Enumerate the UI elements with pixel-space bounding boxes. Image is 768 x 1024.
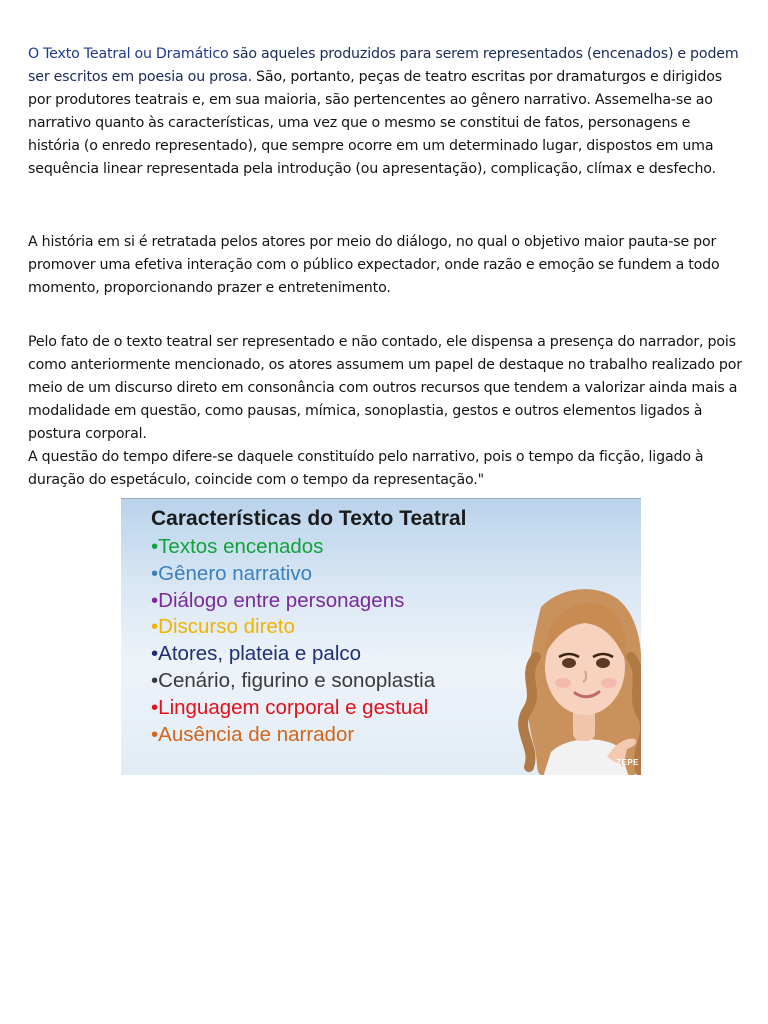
paragraph-1-run-3: . São, portanto, peças de teatro escritas por dramaturgos e dirigidos por produtores teatrais e, em sua maioria, são pertencentes ao gênero narrativo. Assemelha-se ao narrativo quanto às características, uma vez que o mesmo se constitui de fatos, personagens e história (o enredo representado), que sempre ocorre em um determinado lugar, dispostos em uma sequência linear representada pela introdução (ou apresentação), complicação, clímax e desfecho. (28, 69, 723, 177)
infographic-item: •Diálogo entre personagens (151, 588, 405, 612)
characteristics-infographic (121, 498, 641, 775)
infographic-item: •Discurso direto (151, 615, 295, 639)
avatar-illustration (511, 567, 641, 775)
paragraph-1-run-1: O Texto Teatral ou Dramático (28, 46, 229, 62)
infographic-item: •Textos encenados (151, 535, 324, 558)
paragraph-intro (28, 43, 744, 181)
infographic-item: •Ausência de narrador (151, 722, 355, 746)
infographic-item: •Cenário, figurino e sonoplastia (151, 668, 436, 692)
infographic-item: •Linguagem corporal e gestual (151, 695, 429, 719)
paragraph-3-part-2: A questão do tempo difere-se daquele constituído pelo narrativo, pois o tempo da ficção, ligado à duração do espetáculo, coincide com o tempo da representação." (28, 449, 704, 488)
infographic-item: •Atores, plateia e palco (151, 642, 362, 666)
avatar-eye-right (596, 658, 610, 668)
infographic-item: •Gênero narrativo (151, 561, 313, 585)
paragraph-narrator (28, 331, 744, 492)
avatar-eye-left (562, 658, 576, 668)
infographic-watermark: ZEPE (616, 758, 639, 767)
paragraph-1-run-2: são aqueles produzidos para serem representados (encenados) e podem ser escritos em poesia ou prosa (28, 46, 739, 85)
paragraph-dialogue (28, 231, 744, 300)
infographic-list (151, 534, 435, 748)
infographic-title: Características do Texto Teatral (151, 507, 467, 530)
paragraph-2-text: A história em si é retratada pelos atores por meio do diálogo, no qual o objetivo maior pauta-se por promover uma efetiva interação com o público expectador, onde razão e emoção se fundem a todo momento, proporcionando prazer e entretenimento. (28, 234, 720, 296)
paragraph-3-part-1: Pelo fato de o texto teatral ser representado e não contado, ele dispensa a presença do narrador, pois como anteriormente mencionado, os atores assumem um papel de destaque no trabalho realizado por meio de um discurso direto em consonância com outros recursos que tendem a valorizar ainda mais a modalidade em questão, como pausas, mímica, sonoplastia, gestos e outros elementos ligados à postura corporal. (28, 334, 742, 442)
paragraph-1-text (28, 43, 744, 181)
